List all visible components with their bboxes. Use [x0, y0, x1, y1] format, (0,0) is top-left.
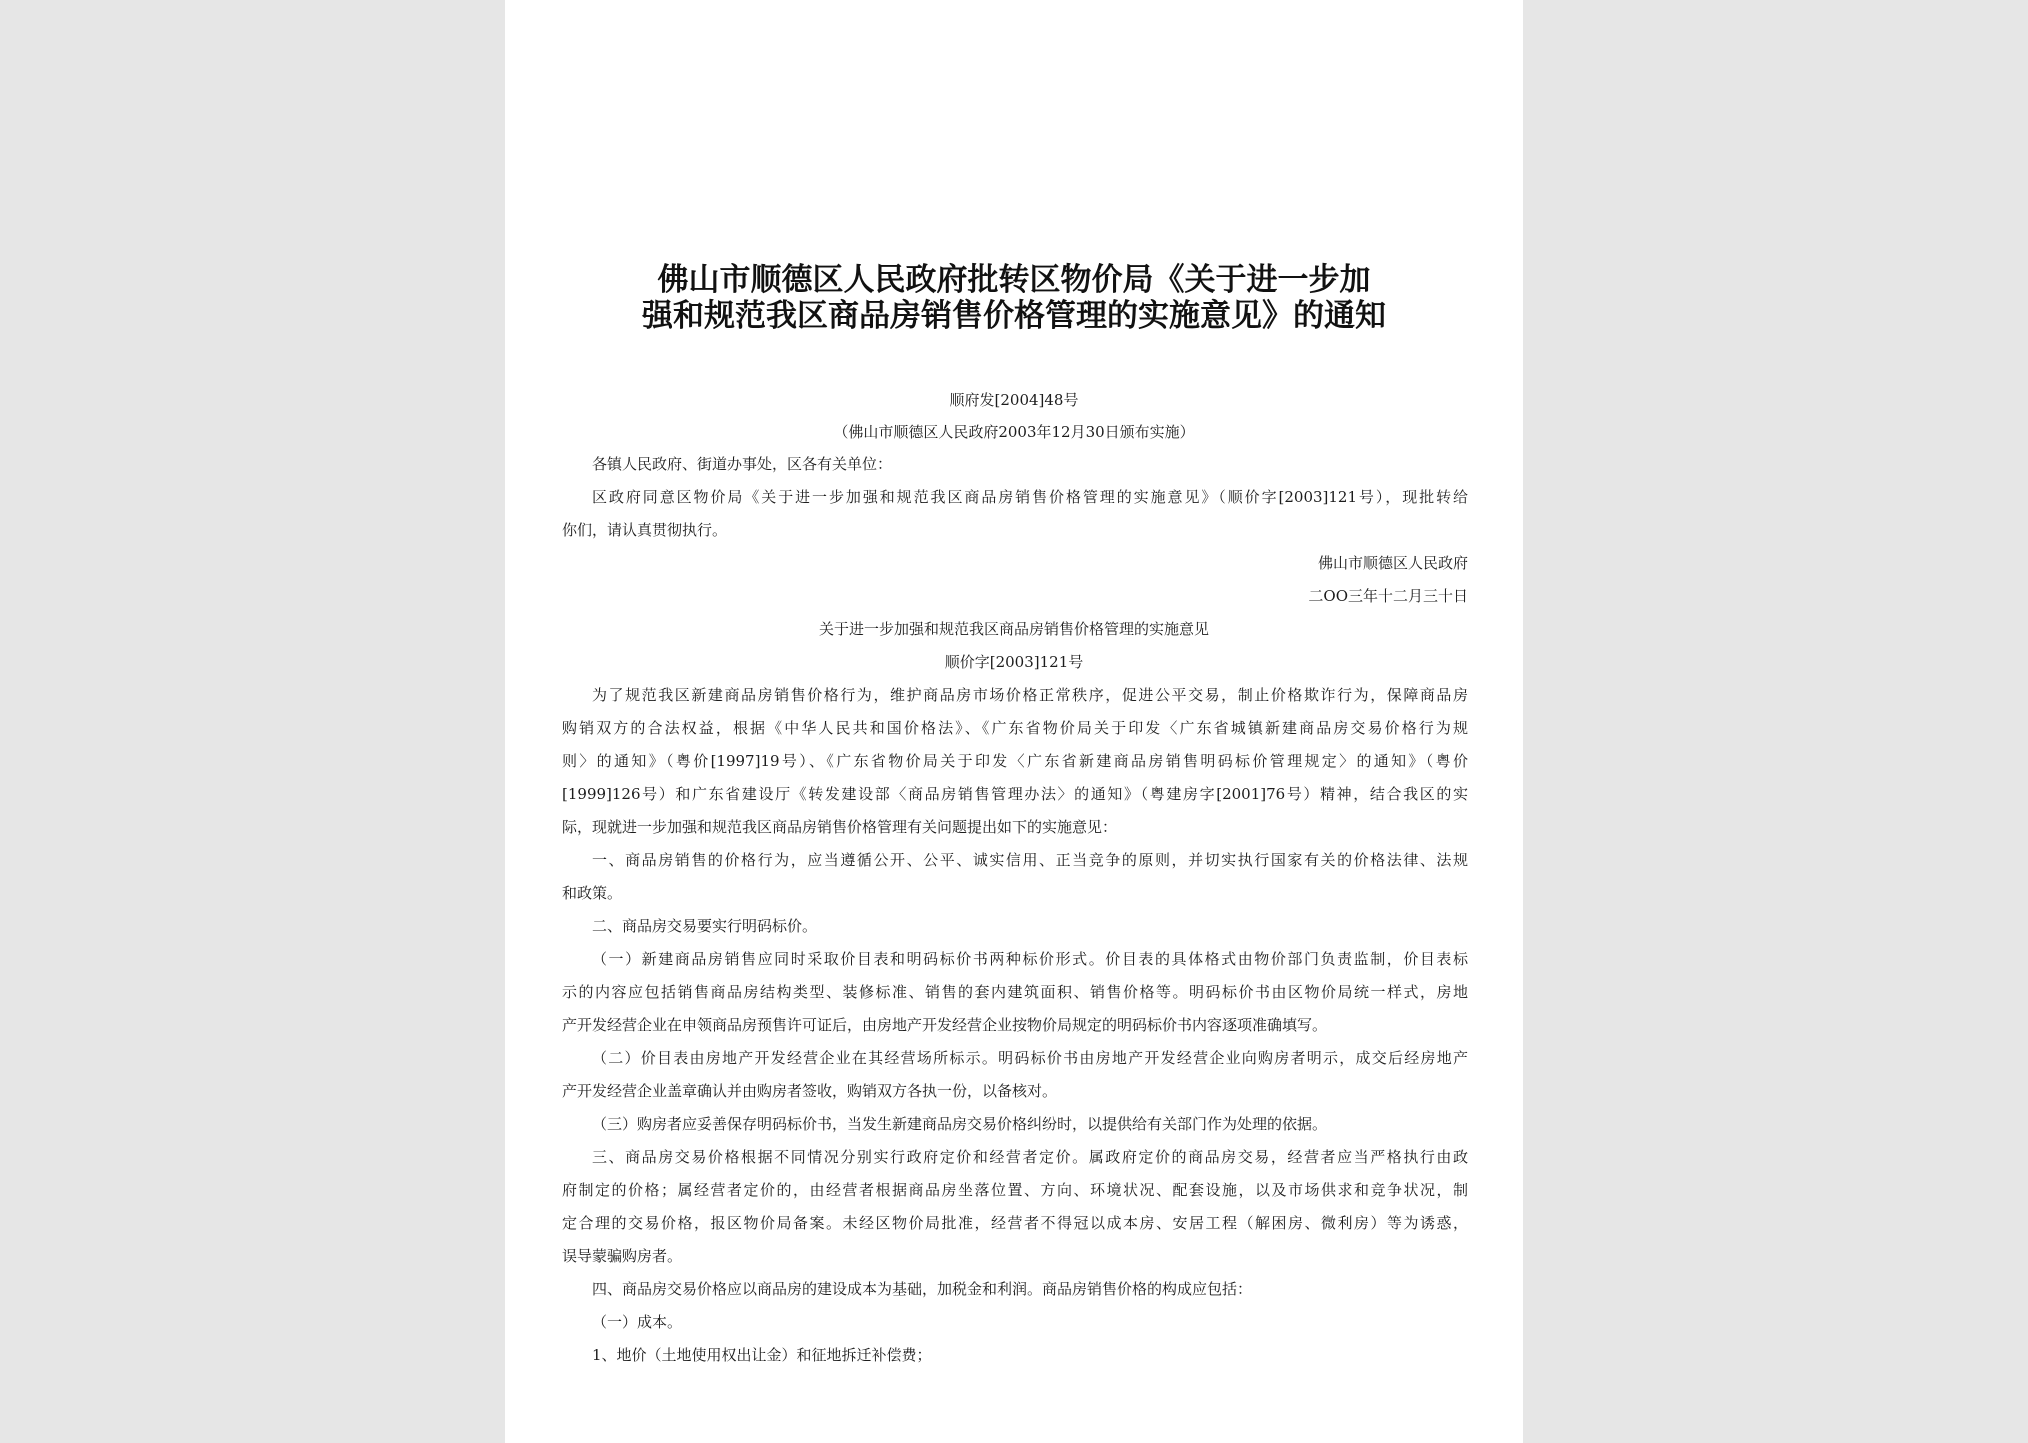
section-2-heading: 二、商品房交易要实行明码标价。	[592, 917, 818, 935]
section-1-line: 和政策。	[562, 884, 623, 902]
section-2-2-line: 产开发经营企业盖章确认并由购房者签收，购销双方各执一份，以备核对。	[562, 1082, 1058, 1100]
intro-paragraph-line: 购销双方的合法权益，根据《中华人民共和国价格法》、《广东省物价局关于印发〈广东省城镇新建商品房交易价格行为规	[562, 719, 1468, 737]
intro-paragraph-line: [1999]126号）和广东省建设厅《转发建设部〈商品房销售管理办法〉的通知》（粤建房字[2001]76号）精神，结合我区的实	[562, 785, 1468, 803]
section-2-2-line: （二）价目表由房地产开发经营企业在其经营场所标示。明码标价书由房地产开发经营企业向购房者明示，成交后经房地产	[592, 1049, 1468, 1067]
addressee: 各镇人民政府、街道办事处，区各有关单位：	[592, 455, 893, 473]
annex-number: 顺价字[2003]121号	[944, 653, 1084, 671]
body-paragraph-line: 你们，请认真贯彻执行。	[562, 521, 728, 539]
signature-organization: 佛山市顺德区人民政府	[1317, 554, 1468, 572]
body-paragraph-line: 区政府同意区物价局《关于进一步加强和规范我区商品房销售价格管理的实施意见》（顺价字[2003]121号），现批转给	[592, 488, 1468, 506]
intro-paragraph-line: 则〉的通知》（粤价[1997]19号）、《广东省物价局关于印发〈广东省新建商品房销售明码标价管理规定〉的通知》（粤价	[562, 752, 1468, 770]
section-3-line: 府制定的价格；属经营者定价的，由经营者根据商品房坐落位置、方向、环境状况、配套设施，以及市场供求和竞争状况，制	[562, 1181, 1468, 1199]
section-2-1-line: （一）新建商品房销售应同时采取价目表和明码标价书两种标价形式。价目表的具体格式由物价部门负责监制，价目表标	[592, 950, 1468, 968]
section-4-1-1-item: 1、地价（土地使用权出让金）和征地拆迁补偿费；	[592, 1346, 932, 1364]
intro-paragraph-line: 际，现就进一步加强和规范我区商品房销售价格管理有关问题提出如下的实施意见：	[562, 818, 1118, 836]
issued-note: （佛山市顺德区人民政府2003年12月30日颁布实施）	[833, 423, 1195, 441]
document-title-line-2: 强和规范我区商品房销售价格管理的实施意见》的通知	[642, 298, 1386, 334]
section-4-heading: 四、商品房交易价格应以商品房的建设成本为基础，加税金和利润。商品房销售价格的构成应包括：	[592, 1280, 1253, 1298]
section-3-line: 定合理的交易价格，报区物价局备案。未经区物价局批准，经营者不得冠以成本房、安居工程（解困房、微利房）等为诱惑，	[562, 1214, 1468, 1232]
section-3-line: 三、商品房交易价格根据不同情况分别实行政府定价和经营者定价。属政府定价的商品房交易，经营者应当严格执行由政	[592, 1148, 1468, 1166]
document-number: 顺府发[2004]48号	[949, 391, 1079, 409]
document-title-line-1: 佛山市顺德区人民政府批转区物价局《关于进一步加	[657, 262, 1371, 298]
section-2-1-line: 产开发经营企业在申领商品房预售许可证后，由房地产开发经营企业按物价局规定的明码标价书内容逐项准确填写。	[562, 1016, 1328, 1034]
section-4-1-heading: （一）成本。	[592, 1313, 683, 1331]
section-1-line: 一、商品房销售的价格行为，应当遵循公开、公平、诚实信用、正当竞争的原则，并切实执行国家有关的价格法律、法规	[592, 851, 1468, 869]
intro-paragraph-line: 为了规范我区新建商品房销售价格行为，维护商品房市场价格正常秩序，促进公平交易，制止价格欺诈行为，保障商品房	[592, 686, 1468, 704]
annex-title: 关于进一步加强和规范我区商品房销售价格管理的实施意见	[818, 620, 1209, 638]
signature-date: 二OO三年十二月三十日	[1308, 587, 1468, 605]
section-2-3-line: （三）购房者应妥善保存明码标价书，当发生新建商品房交易价格纠纷时，以提供给有关部门作为处理的依据。	[592, 1115, 1328, 1133]
section-2-1-line: 示的内容应包括销售商品房结构类型、装修标准、销售的套内建筑面积、销售价格等。明码标价书由区物价局统一样式，房地	[562, 983, 1468, 1001]
document-page	[505, 0, 1523, 1443]
section-3-line: 误导蒙骗购房者。	[562, 1247, 683, 1265]
